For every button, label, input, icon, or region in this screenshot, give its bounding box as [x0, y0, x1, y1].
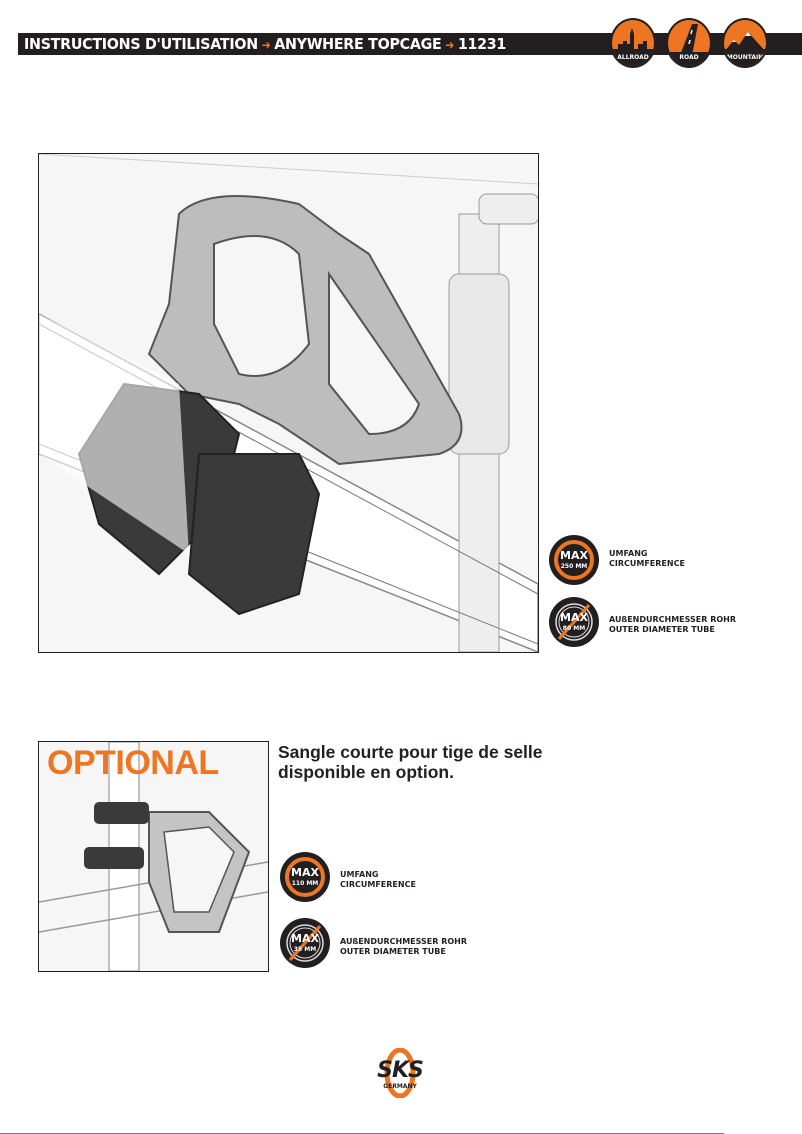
arrow-icon: ➜	[261, 38, 271, 52]
spec-label-de: AUßENDURCHMESSER ROHR	[609, 615, 737, 624]
description-line: Sangle courte pour tige de selle	[278, 742, 543, 762]
spec-label-de: UMFANG	[340, 870, 379, 879]
spec-label-en: OUTER DIAMETER TUBE	[609, 625, 715, 634]
sks-germany-logo	[368, 1048, 432, 1098]
max-value: 35 MM	[293, 946, 317, 953]
max-label: MAX	[560, 611, 588, 624]
max-label: MAX	[291, 932, 319, 945]
badge-road	[666, 18, 712, 68]
description-line: disponible en option.	[278, 762, 454, 782]
product-number: 11231	[457, 35, 507, 53]
brand-sub: GERMANY	[383, 1083, 417, 1090]
max-label: MAX	[560, 549, 588, 562]
spec-label-de: UMFANG	[609, 549, 648, 558]
spec-label-de: AUßENDURCHMESSER ROHR	[340, 937, 468, 946]
max-label: MAX	[291, 866, 319, 879]
badge-label: ALLROAD	[617, 54, 649, 61]
spec-label-en: OUTER DIAMETER TUBE	[340, 947, 446, 956]
optional-description	[278, 742, 543, 782]
product-name: ANYWHERE TOPCAGE	[274, 35, 442, 53]
badge-label: MOUNTAIN	[726, 54, 764, 61]
title-part: INSTRUCTIONS D'UTILISATION	[24, 35, 258, 53]
main-illustration	[38, 153, 539, 653]
max-value: 110 MM	[291, 880, 319, 887]
max-value: 250 MM	[560, 563, 588, 570]
arrow-icon: ➜	[445, 38, 455, 52]
max-value: 80 MM	[562, 625, 586, 632]
optional-illustration	[38, 741, 269, 972]
spec-label-en: CIRCUMFERENCE	[609, 559, 685, 568]
brand-name: SKS	[377, 1058, 423, 1083]
bottle-cage-mounting-illustration	[39, 154, 538, 652]
spec-label-en: CIRCUMFERENCE	[340, 880, 416, 889]
optional-label: OPTIONAL	[47, 744, 219, 782]
document-title	[24, 33, 506, 55]
badge-label: ROAD	[679, 54, 699, 61]
badge-allroad	[610, 18, 656, 68]
badge-mountain	[722, 18, 768, 68]
